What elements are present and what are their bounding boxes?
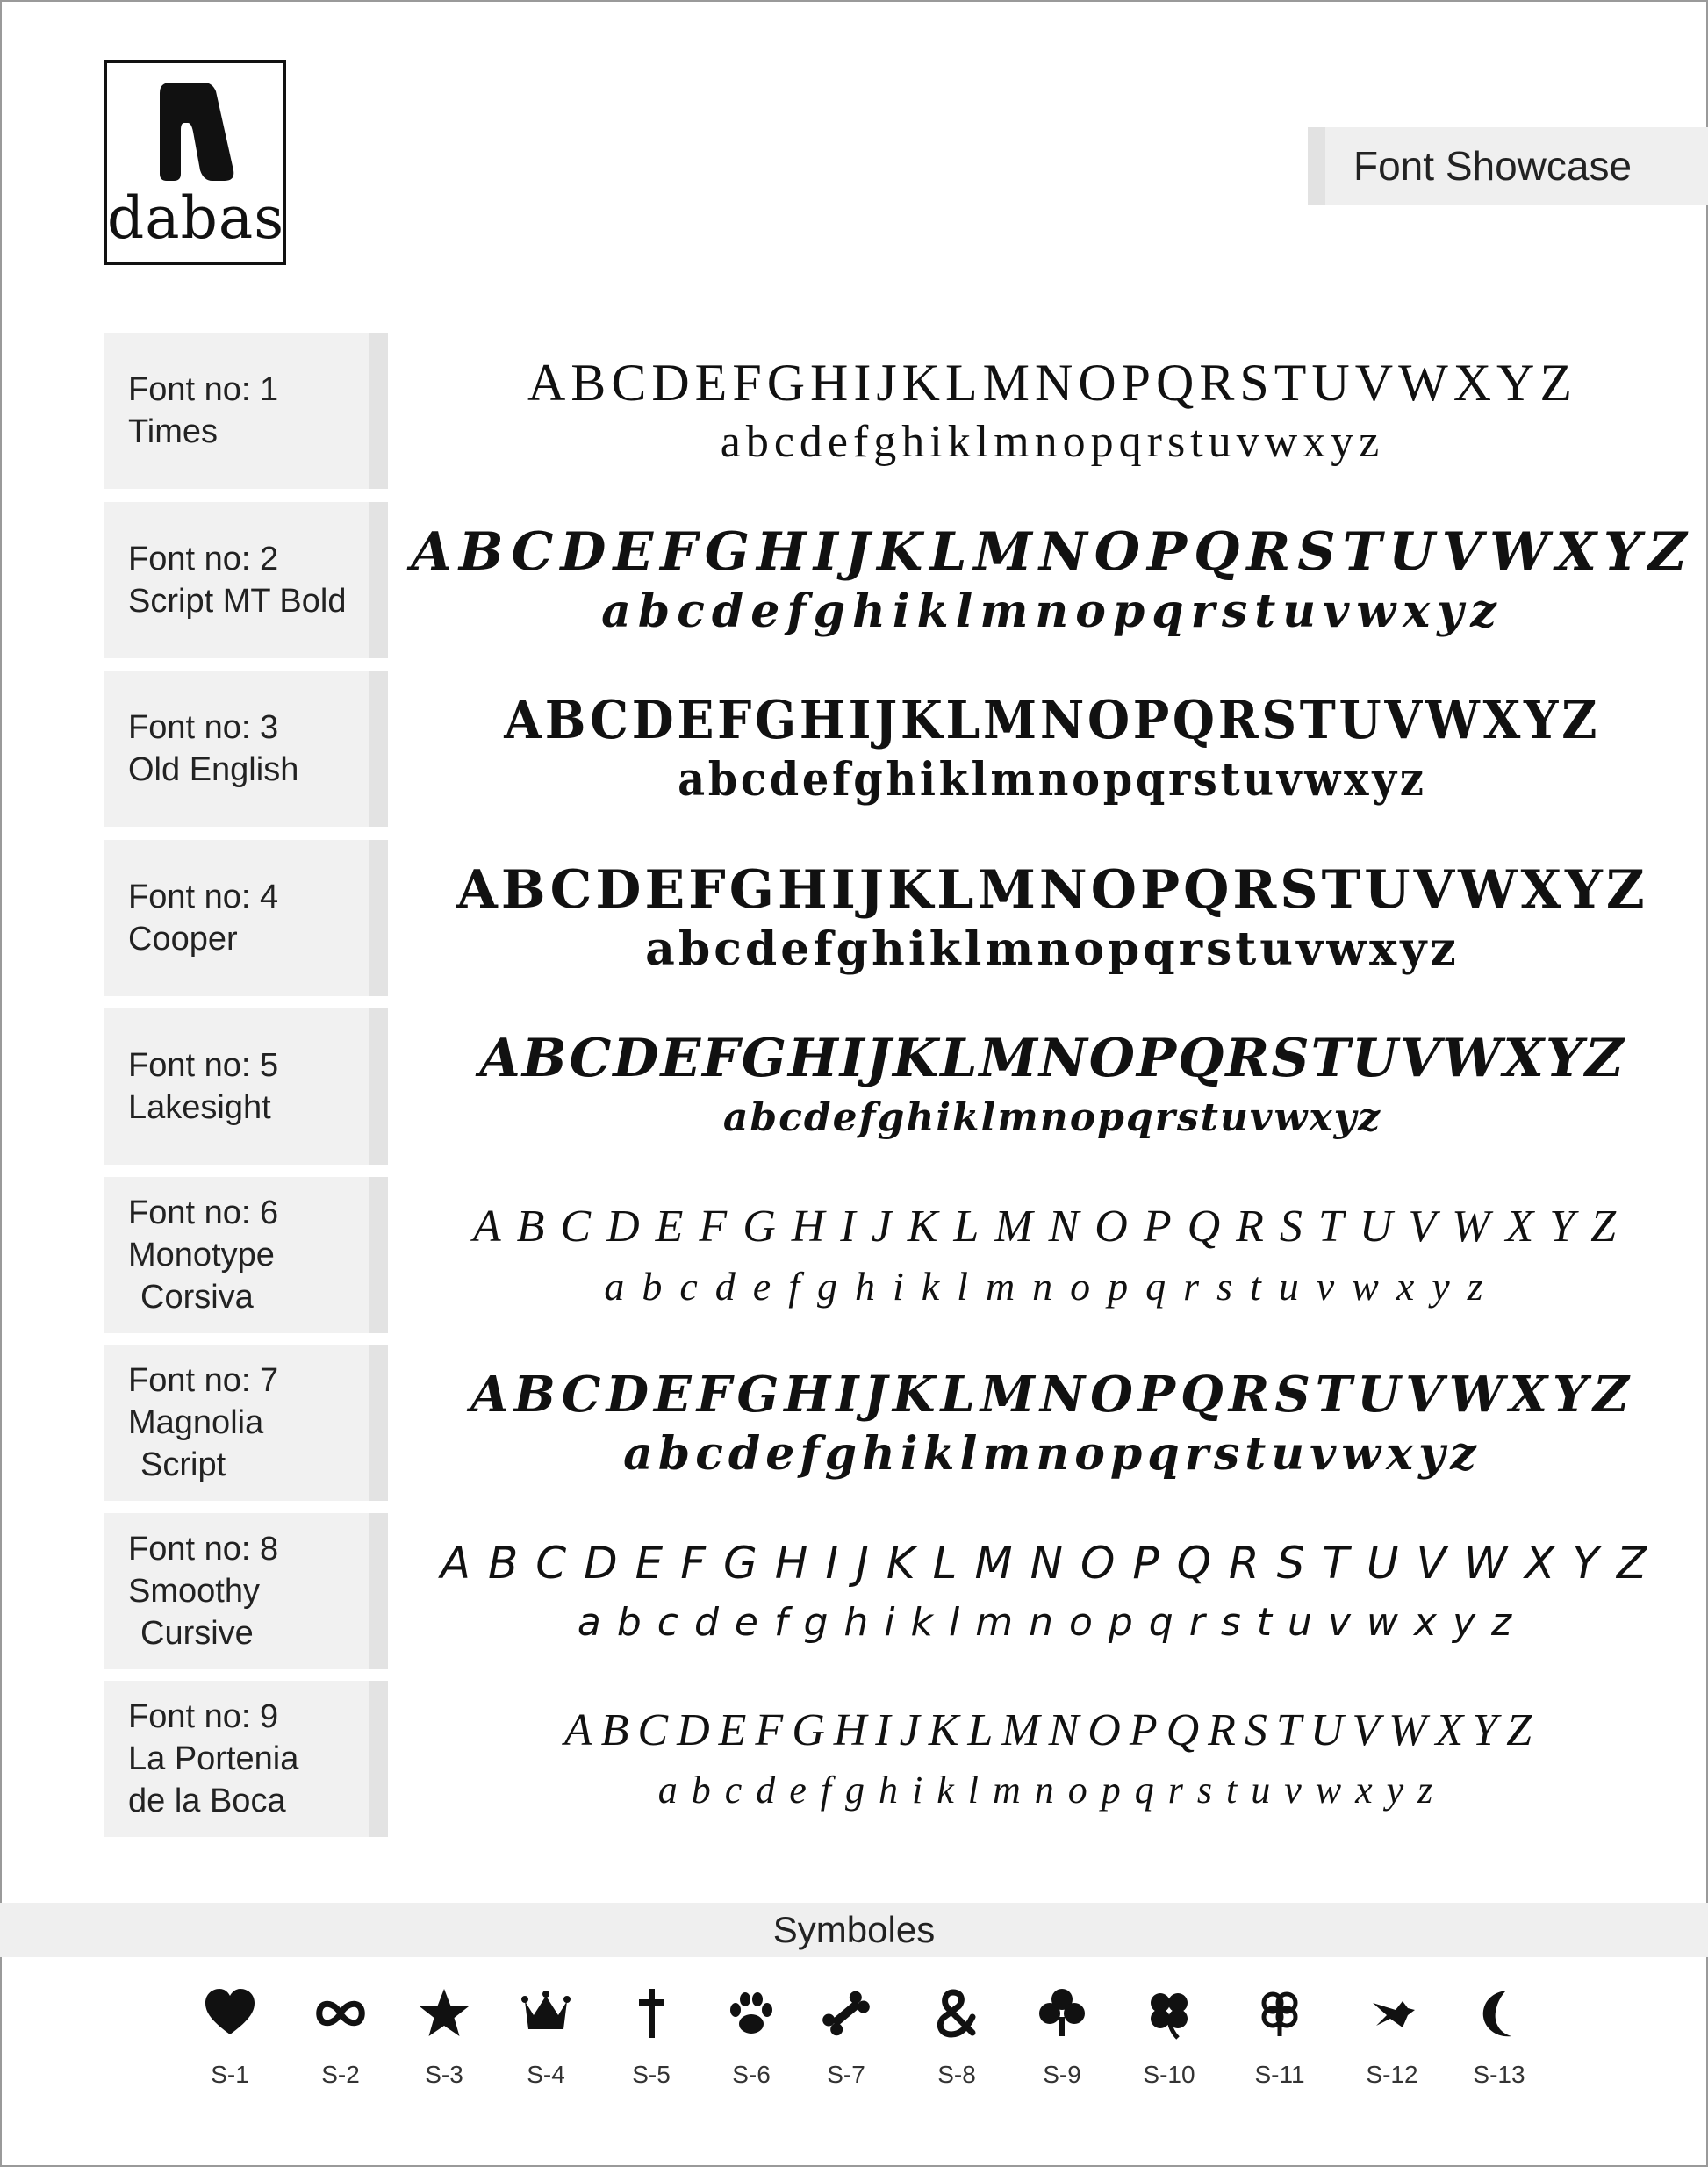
infinity-icon [312,1985,369,2041]
font-sample [407,840,1697,996]
font-label [104,840,388,996]
font-row [104,333,1683,489]
font-sample [407,333,1697,489]
symbol-code: S-12 [1366,2061,1418,2088]
font-sample [407,671,1697,827]
font-label [104,502,388,658]
font-sample [407,502,1697,658]
font-name: Script MT Bold [128,583,347,620]
symbol-code: S-5 [632,2061,671,2088]
font-row [104,1177,1683,1333]
brand-name: dabas [107,184,285,252]
font-row [104,502,1694,658]
symbol-item[interactable] [904,1985,1009,2089]
lowercase-sample: abcdefghiklmnopqrstuvwxyz [657,1769,1447,1812]
symbol-code: S-10 [1143,2061,1195,2088]
font-name: Smoothy [128,1573,260,1610]
symbol-item[interactable] [288,1985,393,2089]
font-name: Lakesight [128,1089,271,1126]
symbol-item[interactable] [493,1985,599,2089]
symbol-code: S-9 [1043,2061,1081,2088]
font-label [104,1008,388,1165]
bird-icon [1364,1985,1420,2041]
font-name: Corsiva [140,1279,254,1316]
font-label [104,1681,388,1837]
four-leaf-clover-icon [1141,1985,1197,2041]
symbol-item[interactable] [1116,1985,1222,2089]
font-number: Font no: 4 [128,879,279,915]
font-label [104,1345,388,1501]
symbol-code: S-7 [827,2061,865,2088]
font-row [104,1513,1683,1669]
font-name: Cooper [128,921,238,958]
font-label [104,333,388,489]
uppercase-sample: ABCDEFGHIJKLMNOPQRSTUVWXYZ [479,1028,1625,1089]
crown-icon [518,1985,574,2041]
uppercase-sample: ABCDEFGHIJKLMNOPQRSTUVWXYZ [504,690,1601,751]
brand-logo [104,60,286,265]
logo-mark-icon [158,79,235,184]
page-title: Font Showcase [1308,127,1708,205]
font-number: Font no: 9 [128,1698,279,1735]
font-number: Font no: 1 [128,371,279,408]
uppercase-sample: ABCDEFGHIJKLMNOPQRSTUVWXYZ [472,1202,1633,1252]
font-number: Font no: 2 [128,541,279,578]
crescent-moon-icon [1471,1985,1527,2041]
font-row [104,1681,1683,1837]
font-label [104,1513,388,1669]
clover-icon [1034,1985,1090,2041]
font-name: Script [140,1446,226,1483]
symbol-item[interactable] [391,1985,497,2089]
symbol-item[interactable] [177,1985,283,2089]
font-label [104,1177,388,1333]
font-name: Old English [128,751,299,788]
font-sample [407,1681,1697,1837]
uppercase-sample: ABCDEFGHIJKLMNOPQRSTUVWXYZ [411,521,1694,583]
lowercase-sample: abcdefghiklmnopqrstuvwxyz [601,585,1503,638]
symbol-code: S-1 [211,2061,249,2088]
symbol-item[interactable] [699,1985,804,2089]
symbol-item[interactable] [1339,1985,1445,2089]
font-sample [407,1345,1697,1501]
symbol-item[interactable] [1446,1985,1552,2089]
symbol-code: S-13 [1473,2061,1525,2088]
font-name: Cursive [140,1615,254,1652]
star-icon [416,1985,472,2041]
symbol-item[interactable] [599,1985,704,2089]
font-name: La Portenia [128,1740,299,1777]
symbol-code: S-4 [527,2061,565,2088]
paw-icon [723,1985,779,2041]
font-label [104,671,388,827]
outline-clover-icon [1252,1985,1308,2041]
font-name: Monotype [128,1237,275,1274]
font-number: Font no: 3 [128,709,279,746]
lowercase-sample: abcdefghiklmnopqrstuvwxyz [623,1427,1482,1481]
symbol-item[interactable] [1227,1985,1332,2089]
symbol-item[interactable] [793,1985,899,2089]
symbol-code: S-11 [1254,2061,1305,2088]
symbol-code: S-3 [425,2061,463,2088]
font-row [104,840,1683,996]
uppercase-sample: ABCDEFGHIJKLMNOPQRSTUVWXYZ [527,354,1578,412]
font-number: Font no: 5 [128,1047,279,1084]
font-number: Font no: 6 [128,1195,279,1231]
uppercase-sample: ABCDEFGHIJKLMNOPQRSTUVWXYZ [440,1538,1665,1589]
font-sample [407,1513,1697,1669]
font-number: Font no: 7 [128,1362,279,1399]
font-name: de la Boca [128,1783,286,1819]
lowercase-sample: abcdefghiklmnopqrstuvwxyz [604,1264,1501,1309]
font-sample [407,1177,1697,1333]
symbol-code: S-8 [937,2061,976,2088]
lowercase-sample: abcdefghiklmnopqrstuvwxyz [678,753,1427,807]
font-sample [407,1008,1697,1165]
heart-icon [202,1985,258,2041]
font-name: Times [128,413,219,450]
symbol-code: S-2 [321,2061,360,2088]
lowercase-sample: abcdefghiklmnopqrstuvwxyz [645,922,1460,976]
lowercase-sample: abcdefghiklmnopqrstuvwxyz [720,417,1385,467]
symbols-title: Symboles [0,1903,1708,1957]
uppercase-sample: ABCDEFGHIJKLMNOPQRSTUVWXYZ [470,1366,1634,1424]
font-row [104,1345,1683,1501]
font-number: Font no: 8 [128,1531,279,1568]
cross-icon [623,1985,679,2041]
uppercase-sample: ABCDEFGHIJKLMNOPQRSTUVWXYZ [563,1705,1541,1755]
font-name: Magnolia [128,1404,264,1441]
lowercase-sample: abcdefghiklmnopqrstuvwxyz [577,1600,1528,1645]
uppercase-sample: ABCDEFGHIJKLMNOPQRSTUVWXYZ [456,859,1648,921]
symbol-code: S-6 [732,2061,771,2088]
ampersand-icon [929,1985,985,2041]
bone-icon [818,1985,874,2041]
font-row [104,671,1683,827]
font-row [104,1008,1683,1165]
symbol-item[interactable] [1009,1985,1115,2089]
lowercase-sample: abcdefghiklmnopqrstuvwxyz [722,1095,1382,1140]
